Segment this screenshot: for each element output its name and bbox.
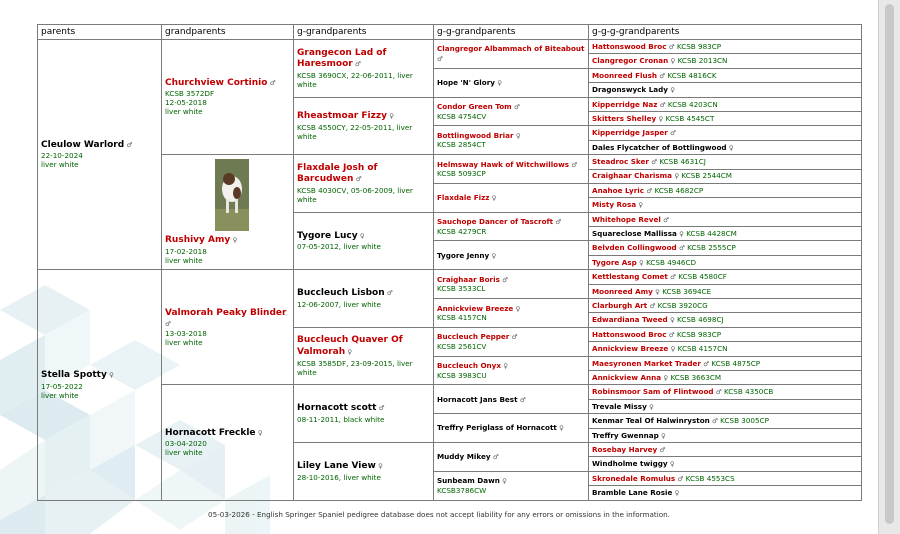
grandparent-cell	[162, 155, 294, 270]
dog-detail: 17-02-2018	[165, 247, 207, 257]
gggp-cell	[589, 40, 862, 54]
dog-detail: liver white	[165, 337, 203, 347]
gggp-cell	[589, 111, 862, 125]
kcsb-number: KCSB 3920CG	[657, 301, 708, 310]
kcsb-number: KCSB 4350CB	[723, 387, 774, 397]
dog-name-link[interactable]: Flaxdale Josh of Barcudwen	[297, 162, 378, 185]
dog-name-link[interactable]: Flaxdale Fizz	[437, 193, 490, 203]
gggp-cell	[589, 385, 862, 399]
dog-name-link[interactable]: Kettlestang Comet	[592, 272, 668, 282]
dog-name-link[interactable]: Annickview Anna	[592, 372, 662, 382]
male-icon: ♂	[668, 330, 675, 339]
dog-name-link[interactable]: Misty Rosa	[592, 200, 637, 210]
gggp-cell	[589, 486, 862, 500]
gggp-cell	[589, 442, 862, 456]
female-icon: ♀	[728, 143, 734, 152]
pedigree-table	[37, 24, 862, 501]
vertical-scrollbar[interactable]	[878, 0, 900, 534]
header-row	[38, 25, 862, 40]
female-icon: ♀	[649, 402, 654, 411]
dog-name-link[interactable]: Rosebay Harvey	[592, 444, 658, 454]
female-icon: ♀	[663, 373, 669, 382]
female-icon: ♀	[491, 251, 497, 260]
ggp-cell	[434, 414, 589, 443]
kcsb-number: KCSB 4428CM	[686, 229, 737, 239]
dog-detail: KCSB 3690CX, 22-06-2011, liver white	[297, 70, 413, 89]
dog-name-link[interactable]: Moonreed Flush	[592, 70, 657, 80]
female-icon: ♀	[639, 258, 644, 267]
dog-detail: KCSB 3572DF	[165, 89, 215, 99]
male-icon: ♂	[668, 42, 675, 51]
kcsb-number: KCSB 4631CJ	[659, 157, 706, 167]
ggp-cell	[434, 385, 589, 414]
dog-name-link[interactable]: Cleulow Warlord	[41, 139, 125, 150]
kcsb-number: KCSB 4580CF	[678, 272, 727, 282]
scrollbar-thumb[interactable]	[885, 4, 894, 524]
dog-name-link[interactable]: Hornacott scott	[297, 403, 377, 414]
gggp-cell	[589, 126, 862, 140]
male-icon: ♂	[670, 273, 676, 282]
header-g-g-grandparents: g-g-grandparents	[434, 25, 589, 40]
male-icon: ♂	[378, 404, 385, 413]
gggp-cell	[589, 370, 862, 384]
kcsb-number: KCSB 2555CP	[687, 243, 736, 253]
ggp-cell	[434, 97, 589, 126]
male-icon: ♂	[703, 359, 710, 368]
female-icon: ♀	[559, 424, 564, 433]
gggp-cell	[589, 198, 862, 212]
dog-detail: liver white	[165, 448, 203, 458]
female-icon: ♀	[674, 172, 680, 181]
female-icon: ♀	[232, 236, 238, 245]
male-icon: ♂	[670, 129, 676, 138]
gggp-cell	[589, 471, 862, 485]
kcsb-number: KCSB 4553CS	[685, 473, 735, 483]
kcsb-number: KCSB 3005CP	[720, 416, 769, 426]
female-icon: ♀	[515, 304, 521, 313]
dog-name-link[interactable]: Robinsmoor Sam of Flintwood	[592, 387, 714, 397]
dog-name-link[interactable]: Rushivy Amy	[165, 235, 231, 246]
footer-disclaimer: 05-03-2026 - English Springer Spaniel pedigree database does not accept liability for any errors or omissions in the information.	[208, 510, 670, 519]
dog-name-link[interactable]: Kipperridge Jasper	[592, 128, 668, 138]
dog-detail: 17-05-2022	[41, 381, 83, 391]
gggp-cell	[589, 399, 862, 413]
male-icon: ♂	[651, 158, 658, 167]
female-icon: ♀	[502, 477, 507, 486]
dog-name-link[interactable]: Tygore Lucy	[297, 230, 358, 241]
male-icon: ♂	[571, 160, 578, 169]
dog-detail: liver white	[165, 256, 203, 266]
g-grandparent-cell	[294, 155, 434, 213]
dog-name-link[interactable]: Clangregor Cronan	[592, 56, 669, 66]
female-icon: ♀	[638, 201, 644, 210]
dog-name-link[interactable]: Liley Lane View	[297, 460, 376, 471]
gggp-cell	[589, 140, 862, 154]
dog-photo-image[interactable]	[215, 159, 249, 231]
gggp-cell	[589, 414, 862, 428]
dog-name-link[interactable]: Belvden Collingwood	[592, 243, 677, 253]
header-g-grandparents: g-grandparents	[294, 25, 434, 40]
male-icon: ♂	[715, 388, 722, 397]
dog-name-link[interactable]: Grangecon Lad of Haresmoor	[297, 47, 387, 70]
dog-name-link[interactable]: Clarburgh Art	[592, 301, 648, 310]
ggp-cell	[434, 471, 589, 500]
male-icon: ♂	[659, 100, 666, 109]
female-icon: ♀	[669, 460, 675, 469]
dog-name-link[interactable]: Hattonswood Broc	[592, 329, 667, 339]
gggp-cell	[589, 183, 862, 197]
dog-detail: 13-03-2018	[165, 328, 207, 338]
dog-name-link[interactable]: Hope 'N' Glory	[437, 77, 495, 87]
male-icon: ♂	[354, 60, 361, 69]
gggp-cell	[589, 284, 862, 298]
female-icon: ♀	[491, 194, 497, 203]
kcsb-number: KCSB 983CP	[676, 41, 722, 51]
male-icon: ♂	[649, 302, 656, 310]
male-icon: ♂	[659, 71, 666, 80]
female-icon: ♀	[378, 461, 383, 470]
male-icon: ♂	[126, 140, 133, 149]
pedigree-row	[38, 270, 862, 284]
dog-name-link[interactable]: Edwardiana Tweed	[592, 315, 668, 325]
grandparent-cell	[162, 385, 294, 500]
dog-detail: 03-04-2020	[165, 439, 207, 449]
dog-detail: KCSB 3585DF, 23-09-2015, liver white	[297, 358, 413, 377]
female-icon: ♀	[359, 231, 365, 240]
gggp-cell	[589, 457, 862, 471]
male-icon: ♂	[355, 175, 362, 184]
female-icon: ♀	[658, 114, 664, 123]
kcsb-number: KCSB 3694CE	[662, 286, 712, 296]
male-icon: ♂	[519, 395, 526, 404]
dog-detail: 12-05-2018	[165, 98, 207, 108]
dog-name-link[interactable]: Skitters Shelley	[592, 113, 657, 123]
dog-name-link[interactable]: Kenmar Teal Of Halwinryston	[592, 416, 710, 426]
g-grandparent-cell	[294, 97, 434, 155]
dog-name-link[interactable]: Buccleuch Pepper	[437, 332, 510, 342]
male-icon: ♂	[513, 103, 520, 112]
dog-name-link[interactable]: Hornacott Freckle	[165, 427, 256, 438]
dog-name-link[interactable]: Annickview Breeze	[592, 344, 669, 354]
female-icon: ♀	[674, 489, 680, 498]
dog-name-link[interactable]: Treffry Gwennap	[592, 430, 659, 440]
gggp-cell	[589, 97, 862, 111]
dog-name-link[interactable]: Craighaar Boris	[437, 274, 500, 284]
ggp-cell	[434, 356, 589, 385]
dog-name-link[interactable]: Treffry Periglass of Hornacott	[437, 423, 557, 433]
gggp-cell	[589, 241, 862, 255]
dog-name-link[interactable]: Clangregor Albammach of Biteabout	[437, 44, 585, 54]
ggp-cell	[434, 126, 589, 155]
ggp-cell	[434, 327, 589, 356]
gggp-cell	[589, 299, 862, 313]
header-g-g-g-grandparents: g-g-g-grandparents	[589, 25, 862, 40]
female-icon: ♀	[670, 57, 676, 66]
kcsb-number: KCSB 2013CN	[677, 56, 728, 66]
gggp-cell	[589, 68, 862, 82]
kcsb-number: KCSB 4754CV	[437, 111, 487, 121]
dog-name-link[interactable]: Churchview Cortinio	[165, 77, 268, 88]
female-icon: ♀	[503, 362, 509, 371]
male-icon: ♂	[555, 218, 562, 227]
dog-detail: KCSB 4030CV, 05-06-2009, liver white	[297, 186, 413, 205]
dog-detail: 08-11-2011, black white	[297, 415, 385, 424]
gggp-cell	[589, 169, 862, 183]
dog-detail: KCSB 4550CY, 22-05-2011, liver white	[297, 122, 413, 141]
dog-name-link[interactable]: Tygore Jenny	[437, 250, 490, 260]
male-icon: ♂	[511, 333, 518, 342]
female-icon: ♀	[670, 345, 676, 354]
pedigree-row	[38, 155, 862, 169]
kcsb-number: KCSB 5093CP	[437, 169, 486, 179]
gggp-cell	[589, 356, 862, 370]
dog-name-link[interactable]: Skronedale Romulus	[592, 473, 676, 483]
female-icon: ♀	[679, 230, 684, 239]
dog-name-link[interactable]: Dragonswyck Lady	[592, 85, 668, 95]
kcsb-number: KCSB3786CW	[437, 485, 487, 495]
dog-name-link[interactable]: Bottlingwood Briar	[437, 131, 514, 141]
male-icon: ♂	[678, 244, 685, 253]
parent-cell	[38, 270, 162, 500]
g-grandparent-cell	[294, 385, 434, 443]
female-icon: ♀	[515, 132, 521, 141]
dog-name-link[interactable]: Buccleuch Quaver Of Valmorah	[297, 335, 403, 358]
dog-name-link[interactable]: Tygore Asp	[592, 257, 637, 267]
ggp-cell	[434, 183, 589, 212]
ggp-cell	[434, 212, 589, 241]
ggp-cell	[434, 155, 589, 184]
dog-name-link[interactable]: Buccleuch Onyx	[437, 361, 501, 371]
kcsb-number: KCSB 2854CT	[437, 140, 486, 150]
kcsb-number: KCSB 3983CU	[437, 370, 487, 380]
g-grandparent-cell	[294, 212, 434, 270]
dog-detail: 12-06-2007, liver white	[297, 299, 381, 309]
ggp-cell	[434, 68, 589, 97]
dog-name-link[interactable]: Hornacott Jans Best	[437, 394, 518, 404]
male-icon: ♂	[646, 186, 653, 195]
male-icon: ♂	[437, 54, 443, 63]
kcsb-number: KCSB 4698CJ	[677, 315, 724, 325]
kcsb-number: KCSB 4279CR	[437, 226, 487, 236]
dog-name-link[interactable]: Squareclose Mallissa	[592, 229, 677, 239]
header-parents: parents	[38, 25, 162, 40]
dog-name-link[interactable]: Helmsway Hawk of Witchwillows	[437, 159, 570, 169]
dog-name-link[interactable]: Valmorah Peaky Blinder	[165, 307, 287, 318]
dog-name-link[interactable]: Craighaar Charisma	[592, 171, 673, 181]
gggp-cell	[589, 327, 862, 341]
dog-detail: liver white	[41, 390, 79, 400]
kcsb-number: KCSB 2544CM	[681, 171, 733, 181]
dog-name-link[interactable]: Trevale Missy	[592, 401, 647, 411]
female-icon: ♀	[670, 86, 676, 95]
ggp-cell	[434, 241, 589, 270]
dog-name-link[interactable]: Dales Flycatcher of Bottlingwood	[592, 142, 727, 152]
dog-detail: 22-10-2024	[41, 151, 83, 161]
parent-cell	[38, 40, 162, 270]
female-icon: ♀	[655, 287, 660, 296]
male-icon: ♂	[269, 78, 276, 87]
dog-name-link[interactable]: Muddy Mikey	[437, 452, 491, 462]
dog-name-link[interactable]: Whitehope Revel	[592, 214, 661, 224]
gggp-cell	[589, 313, 862, 327]
pedigree-row	[38, 40, 862, 54]
dog-name-link[interactable]: Windholme twiggy	[592, 459, 668, 469]
ggp-cell	[434, 40, 589, 69]
dog-name-link[interactable]: Bramble Lane Rosie	[592, 488, 673, 498]
ggp-cell	[434, 299, 589, 328]
kcsb-number: KCSB 2561CV	[437, 341, 487, 351]
dog-name-link[interactable]: Hattonswood Broc	[592, 41, 667, 51]
dog-name-link[interactable]: Annickview Breeze	[437, 303, 514, 313]
g-grandparent-cell	[294, 327, 434, 385]
dog-name-link[interactable]: Buccleuch Lisbon	[297, 288, 385, 299]
dog-name-link[interactable]: Rheastmoar Fizzy	[297, 111, 387, 121]
dog-name-link[interactable]: Sunbeam Dawn	[437, 476, 500, 486]
gggp-cell	[589, 83, 862, 97]
pedigree-row	[38, 385, 862, 399]
kcsb-number: KCSB 4816CK	[667, 70, 717, 80]
gggp-cell	[589, 255, 862, 269]
kcsb-number: KCSB 983CP	[676, 329, 722, 339]
dog-detail: 07-05-2012, liver white	[297, 242, 381, 252]
kcsb-number: KCSB 4682CP	[654, 185, 704, 195]
dog-detail: liver white	[165, 107, 203, 117]
g-grandparent-cell	[294, 270, 434, 328]
ggp-cell	[434, 270, 589, 299]
male-icon: ♂	[502, 275, 508, 284]
header-grandparents: grandparents	[162, 25, 294, 40]
g-grandparent-cell	[294, 40, 434, 98]
female-icon: ♀	[497, 78, 502, 87]
ggp-cell	[434, 442, 589, 471]
dog-detail: liver white	[41, 160, 79, 170]
kcsb-number: KCSB 4157CN	[437, 313, 487, 323]
female-icon: ♀	[669, 316, 675, 325]
dog-name-link[interactable]: Stella Spotty	[41, 370, 107, 381]
gggp-cell	[589, 212, 862, 226]
kcsb-number: KCSB 4203CN	[667, 99, 718, 109]
dog-name-link[interactable]: Kipperridge Naz	[592, 99, 658, 109]
kcsb-number: KCSB 4545CT	[665, 113, 715, 123]
male-icon: ♂	[663, 215, 669, 224]
gggp-cell	[589, 428, 862, 442]
dog-name-link[interactable]: Anahoe Lyric	[592, 185, 645, 195]
kcsb-number: KCSB 3533CL	[437, 284, 486, 294]
gggp-cell	[589, 54, 862, 68]
gggp-cell	[589, 342, 862, 356]
male-icon: ♂	[712, 417, 718, 426]
gggp-cell	[589, 227, 862, 241]
dog-name-link[interactable]: Steadroc Sker	[592, 157, 649, 167]
female-icon: ♀	[661, 431, 666, 440]
male-icon: ♂	[386, 289, 393, 298]
kcsb-number: KCSB 3663CM	[670, 372, 722, 382]
dog-name-link[interactable]: Maesyronen Market Trader	[592, 358, 701, 368]
kcsb-number: KCSB 4946CD	[646, 257, 697, 267]
male-icon: ♂	[659, 445, 666, 454]
kcsb-number: KCSB 4157CN	[677, 344, 728, 354]
dog-detail: 28-10-2016, liver white	[297, 472, 381, 482]
gggp-cell	[589, 270, 862, 284]
male-icon: ♂	[165, 320, 171, 329]
g-grandparent-cell	[294, 442, 434, 500]
female-icon: ♀	[257, 428, 263, 437]
female-icon: ♀	[109, 371, 114, 380]
grandparent-cell	[162, 40, 294, 155]
grandparent-cell	[162, 270, 294, 385]
kcsb-number: KCSB 4875CP	[711, 358, 761, 368]
male-icon: ♂	[677, 474, 684, 483]
male-icon: ♂	[492, 453, 499, 462]
gggp-cell	[589, 155, 862, 169]
female-icon: ♀	[347, 348, 353, 357]
dog-name-link[interactable]: Sauchope Dancer of Tascroft	[437, 217, 554, 227]
female-icon: ♀	[389, 112, 395, 120]
dog-name-link[interactable]: Moonreed Amy	[592, 286, 653, 296]
dog-name-link[interactable]: Condor Green Tom	[437, 102, 512, 112]
